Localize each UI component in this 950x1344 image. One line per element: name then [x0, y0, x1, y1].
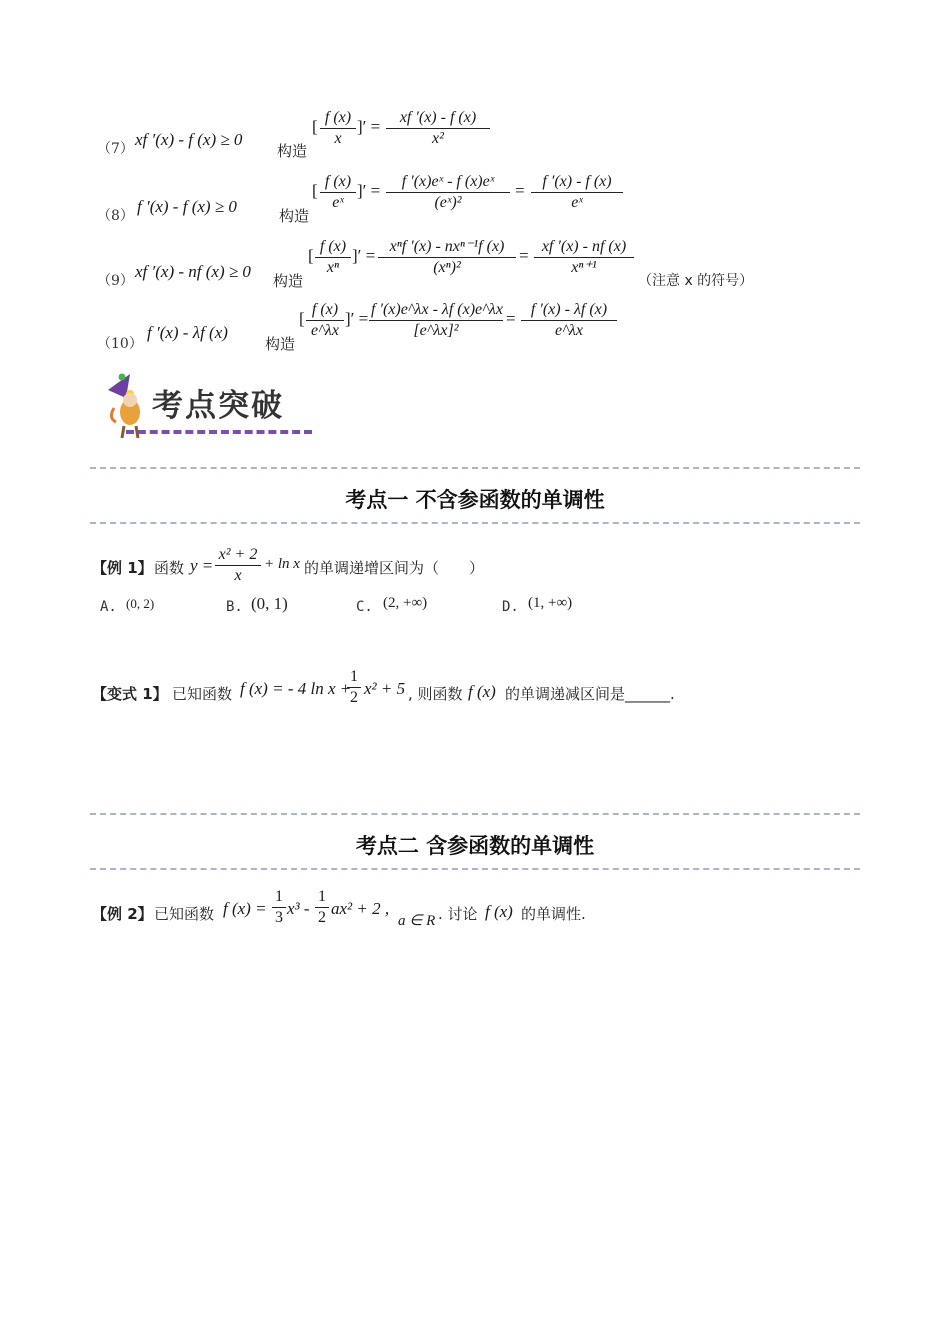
example-text: . 讨论 — [438, 905, 478, 923]
math: y = — [190, 556, 214, 575]
example-text: 函数 — [154, 559, 185, 577]
choice-c-value[interactable]: (2, +∞) — [383, 595, 428, 611]
divider — [90, 467, 860, 469]
fraction: $\frac{1}{3}$ — [272, 887, 286, 928]
condition: xf ′(x) - f (x) ≥ 0 — [135, 130, 243, 149]
math: ax² + 2 , — [331, 899, 390, 918]
banner-underline — [126, 430, 312, 434]
fraction-lhs: $\frac{f (x)}{\text{xⁿ}}$ — [315, 237, 351, 278]
example-label: 【例 1】 — [92, 559, 153, 577]
choice-c-letter[interactable]: C. — [356, 599, 373, 615]
choice-b-letter[interactable]: B. — [226, 599, 243, 615]
fraction-rhs: $\frac{xf '(x) - f (x)}{\text{x²}}$ — [386, 108, 490, 149]
choice-a-value[interactable]: (0, 2) — [126, 596, 155, 611]
section-title: 考点一 不含参函数的单调性 — [345, 488, 605, 512]
fraction-rhs-1: $\frac{f '(x)e\^{}\lambda x - \lambda f (x)e\^{}\lambda x}{\text{[e\textasciicircum{}λx]²}}$ — [371, 301, 503, 339]
example-text: 的单调递增区间为（ ） — [304, 559, 485, 577]
fraction-lhs: $\frac{f (x)}{\text{eˣ}}$ — [320, 172, 356, 213]
condition: f ′(x) - f (x) ≥ 0 — [137, 197, 237, 216]
math: f (x) — [485, 902, 513, 921]
divider — [90, 868, 860, 870]
formula-number: （9） — [97, 273, 134, 289]
construct-label: 构造 — [273, 272, 304, 290]
example-text: 的单调性. — [521, 905, 586, 923]
choice-d-value[interactable]: (1, +∞) — [528, 595, 573, 611]
fraction-rhs-2: $\frac{f '(x) - f (x)}{\text{eˣ}}$ — [531, 172, 623, 213]
math: a ∈ R — [398, 913, 436, 929]
fraction-lhs: $\frac{f (x)}{e\^{}\lambda x}$ — [306, 300, 344, 341]
divider — [90, 813, 860, 815]
sign-note: （注意 x 的符号） — [638, 273, 754, 289]
fraction-rhs-1: $\frac{\text{f ′(x)eˣ - f (x)eˣ}}{\text{(eˣ)²}}$ — [386, 172, 510, 213]
formula-number: （8） — [97, 208, 134, 224]
variant-text: , 则函数 — [408, 685, 463, 703]
fraction-rhs-2: $\frac{xf '(x) - nf (x)}{\text{xⁿ⁺¹}}$ — [534, 237, 634, 278]
formula-number: （10） — [97, 336, 143, 352]
fraction: $\frac{1}{2}$ — [315, 887, 329, 928]
fraction-lhs: $\frac{f (x)}{x}$ — [320, 108, 356, 149]
choice-d-letter[interactable]: D. — [502, 599, 519, 615]
banner-title: 考点突破 — [152, 388, 284, 424]
choice-b-value[interactable]: (0, 1) — [251, 594, 288, 613]
math: f (x) = — [223, 899, 267, 918]
condition: f ′(x) - λf (x) — [147, 323, 228, 342]
math: f (x) = - 4 ln x + — [240, 679, 352, 698]
math: f (x) — [468, 682, 496, 701]
variant-text: 的单调递减区间是______. — [505, 685, 675, 703]
fraction: $\frac{1}{2}$ — [347, 667, 361, 708]
example-text: 已知函数 — [154, 905, 215, 923]
condition: xf ′(x) - nf (x) ≥ 0 — [135, 262, 251, 281]
divider — [90, 522, 860, 524]
math: x³ - — [287, 899, 310, 918]
variant-label: 【变式 1】 — [92, 685, 168, 703]
section-title: 考点二 含参函数的单调性 — [355, 834, 595, 858]
fraction-rhs-1: xⁿf ′(x) - nxⁿ⁻¹f (x) (xⁿ)² — [378, 237, 516, 278]
fraction-rhs-2: $\frac{f '(x) - \lambda f (x)}{e\^{}\lambda x}$ — [521, 300, 617, 341]
math: x² + 5 — [364, 679, 406, 698]
choice-a-letter[interactable]: A. — [100, 599, 117, 615]
construct-label: 构造 — [277, 142, 308, 160]
variant-text: 已知函数 — [172, 685, 233, 703]
formula-number: （7） — [97, 141, 134, 157]
example-label: 【例 2】 — [92, 905, 153, 923]
construct-label: 构造 — [265, 335, 296, 353]
math: + ln x — [264, 556, 300, 572]
fraction: $\frac{\text{x² + 2}}{x}$ — [215, 545, 261, 586]
construct-label: 构造 — [279, 207, 310, 225]
